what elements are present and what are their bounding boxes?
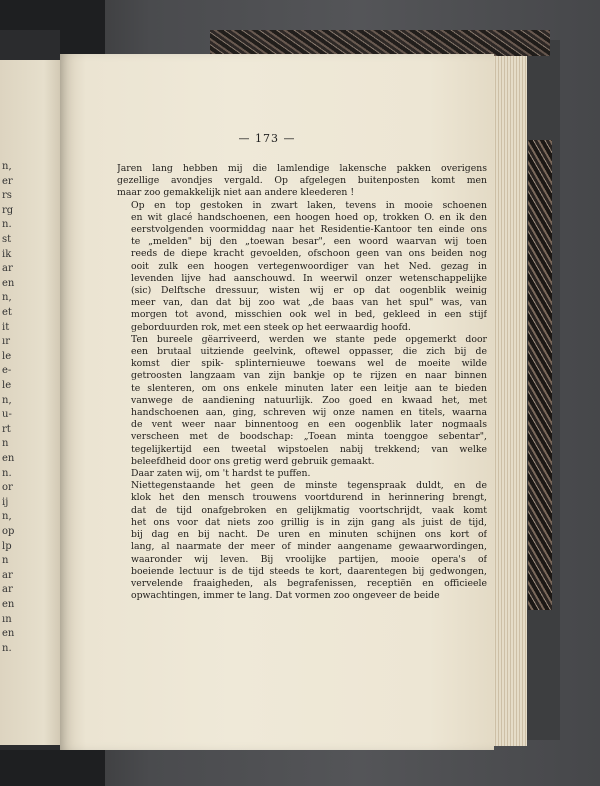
left-page-fragment: er bbox=[2, 175, 13, 187]
left-page-fragment: rs bbox=[2, 190, 12, 202]
paragraph bbox=[117, 480, 487, 602]
left-page-fragment: n. bbox=[2, 219, 12, 231]
text-line: tegelijkertijd een tweetal wipstoelen nabij trekkend; van welke bbox=[131, 443, 487, 455]
left-page-fragment: en bbox=[2, 453, 15, 464]
left-page-fragment: rt bbox=[2, 423, 11, 435]
left-page-fragment: it bbox=[2, 321, 10, 333]
left-page bbox=[0, 60, 64, 745]
left-page-fragment: rg bbox=[2, 204, 14, 216]
text-line: een brutaal uitziende geelvink, oftewel oppasser, die zich bij de bbox=[131, 346, 487, 358]
text-line: beleefdheid door ons gretig werd gebruik gemaakt. bbox=[131, 455, 375, 467]
text-line: dat de tijd onafgebroken en gelijkmatig voortschrijdt, vaak komt bbox=[131, 504, 487, 516]
left-page-fragment: ar bbox=[2, 584, 13, 596]
text-line: Jaren lang hebben mij die lamlendige lakensche pakken overigens bbox=[117, 163, 487, 174]
left-page-fragment: ır bbox=[2, 336, 10, 348]
text-line: handschoenen aan, ging, schreven wij onze namen en titels, waarna bbox=[131, 407, 487, 419]
text-line: levenden lijve had aanschouwd. In weerwil onzer wetenschappelijke bbox=[131, 272, 487, 284]
paragraph bbox=[117, 334, 487, 468]
text-line: komst dier spik- splinternieuwe toewans wel de moeite wilde bbox=[131, 358, 487, 370]
left-page-fragment: et bbox=[2, 307, 12, 318]
left-page-fragment: ar bbox=[2, 263, 13, 275]
text-line: klok het den mensch trouwens voortdurend in herinnering brengt, bbox=[131, 492, 487, 504]
text-line: verscheen met de boodschap: „Toean minta toenggoe sebentar", bbox=[131, 431, 487, 443]
text-line: geborduurden rok, met een steek op het eerwaardig hoofd. bbox=[131, 321, 411, 333]
text-line: vervelende fraaigheden, als begrafenissen, receptiën en officieele bbox=[131, 577, 487, 589]
text-line: gezellige avondjes vergald. Op afgelegen buitenposten komt men bbox=[117, 175, 487, 187]
left-page-fragment: le bbox=[2, 380, 12, 391]
left-page-fragment: n, bbox=[2, 161, 12, 172]
left-page-fragment: n, bbox=[2, 292, 12, 304]
text-line: en wit glacé handschoenen, een hoogen hoed op, trokken O. en ik den bbox=[131, 211, 487, 223]
left-page-fragment: e- bbox=[2, 365, 12, 377]
text-line: Ten bureele gëarriveerd, werden we stante pede opgemerkt door bbox=[131, 333, 487, 345]
paragraph bbox=[117, 468, 487, 480]
text-line: reeds de diepe kracht gevoelden, ofschoon geen van ons beiden nog bbox=[131, 248, 487, 260]
text-line: lang, al naarmate der meer of minder aangename gewaarwordingen, bbox=[131, 541, 487, 553]
marbled-endpaper-top bbox=[210, 30, 550, 56]
text-line: opwachtingen, immer te lang. Dat vormen zoo ongeveer de beide bbox=[131, 590, 440, 602]
left-page-fragment: st bbox=[2, 234, 12, 245]
left-page-fragment: n. bbox=[2, 642, 12, 654]
page-number: — 173 — bbox=[238, 132, 296, 145]
text-line: te „melden" bij den „toewan besar", een woord waarvan wij toen bbox=[131, 236, 487, 248]
left-page-fragment: n bbox=[2, 438, 9, 450]
text-line: het ons voor dat niets zoo grillig is in zijn gang als juist de tijd, bbox=[131, 516, 487, 528]
left-page-fragment: en bbox=[2, 628, 15, 640]
text-line: te slenteren, om ons enkele minuten later een leitje aan te bieden bbox=[131, 382, 487, 394]
left-page-fragment: en bbox=[2, 599, 15, 610]
left-page-fragment: lp bbox=[2, 540, 12, 552]
text-line: (sic) Delftsche dressuur, wisten wij er op dat oogenblik weinig bbox=[131, 285, 487, 297]
left-page-fragment: le bbox=[2, 350, 12, 362]
left-page-fragment: n. bbox=[2, 467, 12, 479]
text-line: bij dag en bij nacht. De uren en minuten schijnen ons kort of bbox=[131, 529, 487, 541]
left-page-fragment: n, bbox=[2, 511, 12, 523]
marbled-endpaper-right bbox=[528, 140, 552, 610]
left-page-fragment: en bbox=[2, 277, 15, 289]
left-page-fragment: n bbox=[2, 555, 9, 567]
text-line: Daar zaten wij, om 't hardst te puffen. bbox=[131, 468, 311, 480]
left-page-fragment: ij bbox=[2, 496, 9, 508]
text-line: de vent weer naar binnentoog en een oogenblik later nogmaals bbox=[131, 419, 487, 431]
left-page-fragment: op bbox=[2, 526, 15, 537]
left-page-fragment: n, bbox=[2, 394, 12, 406]
left-page-fragment: ar bbox=[2, 569, 13, 581]
text-line: maar zoo gemakkelijk niet aan andere kleederen ! bbox=[117, 187, 355, 199]
left-page-fragment: ın bbox=[2, 613, 12, 625]
text-line: ooit zulk een hoogen vertegenwoordiger van het Ned. gezag in bbox=[131, 260, 487, 272]
text-line: morgen tot avond, misschien ook wel in bed, gekleed in een stijf bbox=[131, 309, 487, 321]
text-line: waaronder wij leven. Bij vroolijke partijen, mooie opera's of bbox=[131, 553, 487, 565]
text-line: eerstvolgenden voormiddag naar het Residentie-Kantoor ten einde ons bbox=[131, 224, 487, 236]
text-line: vanwege de aandiening natuurlijk. Zoo goed en kwaad het, met bbox=[131, 394, 487, 406]
left-page-fragment: ik bbox=[2, 248, 12, 260]
paragraph bbox=[117, 200, 487, 334]
text-line: boeiende lectuur is de tijd steeds te kort, daarentegen bij gedwongen, bbox=[131, 565, 487, 577]
paragraph bbox=[117, 163, 487, 200]
text-line: getroosten langzaam van zijn bankje op te rijzen en naar binnen bbox=[131, 370, 487, 382]
text-line: Op en top gestoken in zwart laken, tevens in mooie schoenen bbox=[131, 199, 487, 211]
left-page-fragment: or bbox=[2, 482, 13, 494]
text-line: meer van, dan dat bij zoo wat „de baas van het spul" was, van bbox=[131, 297, 487, 309]
left-page-fragment: u- bbox=[2, 409, 12, 421]
text-line: Niettegenstaande het geen de minste tegenspraak duldt, en de bbox=[131, 480, 487, 492]
page-text bbox=[117, 163, 487, 602]
